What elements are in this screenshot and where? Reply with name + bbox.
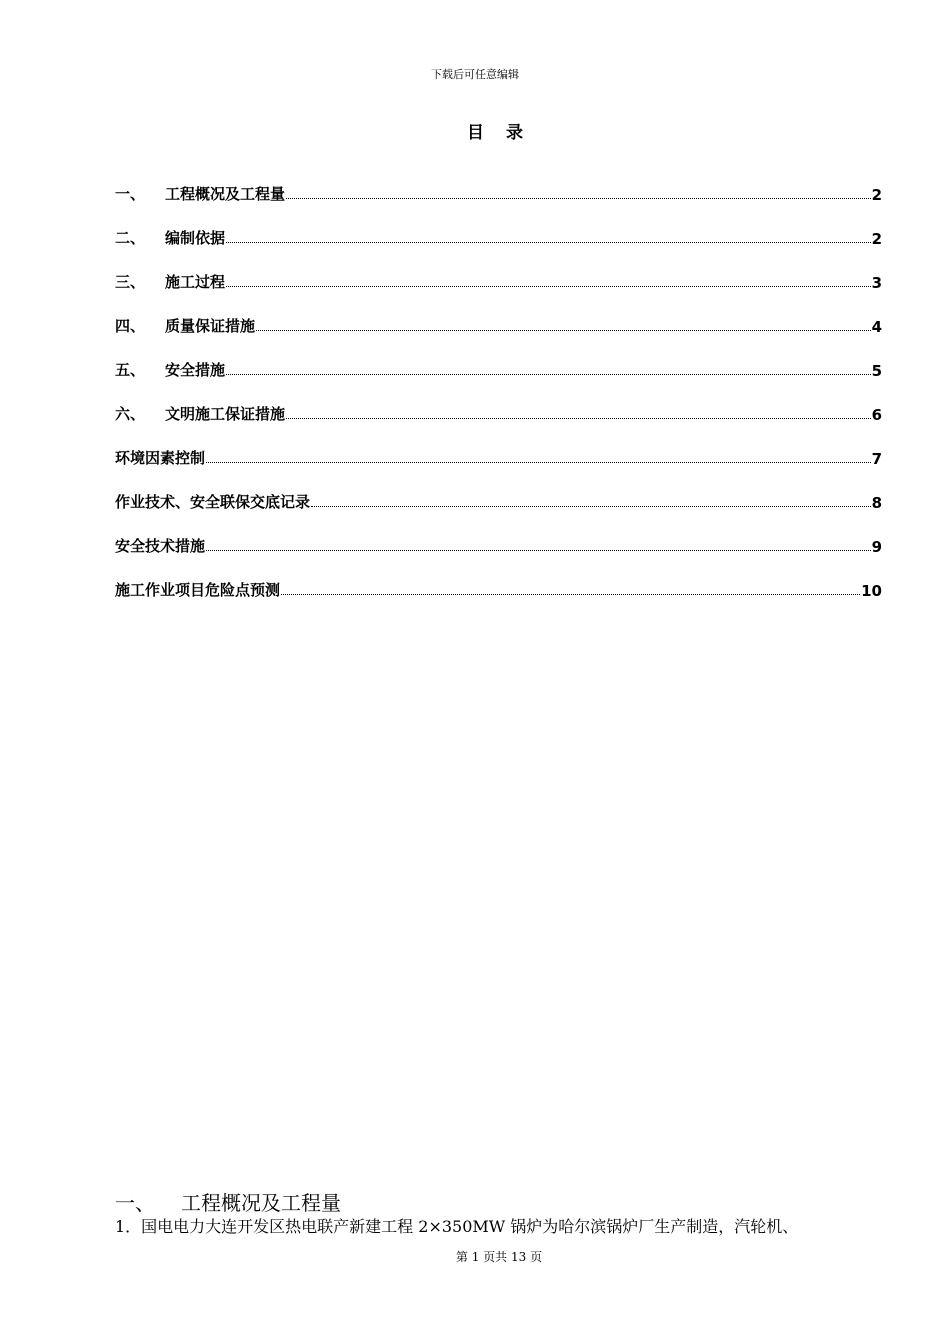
section-title: 工程概况及工程量 bbox=[181, 1191, 341, 1215]
toc-title: 目 录 bbox=[467, 123, 531, 143]
toc-entry-number: 六、 bbox=[115, 405, 146, 423]
toc-entry-page: 4 bbox=[871, 318, 882, 336]
toc-entry-number: 二、 bbox=[115, 229, 146, 247]
toc-leader-dots bbox=[286, 197, 871, 199]
toc-entry-page: 3 bbox=[871, 274, 882, 292]
toc-entry-label: 文明施工保证措施 bbox=[165, 405, 286, 423]
page-footer: 第 1 页共 13 页 bbox=[455, 1250, 543, 1264]
toc-entry-10[interactable] bbox=[115, 556, 882, 600]
toc-leader-dots bbox=[286, 417, 871, 419]
toc-entry-page: 2 bbox=[871, 186, 882, 204]
toc-entry-label: 环境因素控制 bbox=[115, 449, 206, 467]
toc-entry-label: 施工过程 bbox=[165, 273, 226, 291]
toc-leader-dots bbox=[281, 593, 860, 595]
toc-entry-label: 安全技术措施 bbox=[115, 537, 206, 555]
toc-entry-number: 五、 bbox=[115, 361, 146, 379]
toc-entry-page: 5 bbox=[871, 362, 882, 380]
toc-entry-page: 10 bbox=[861, 582, 882, 600]
toc-entry-page: 8 bbox=[871, 494, 882, 512]
toc-entry-4[interactable] bbox=[115, 292, 882, 336]
toc-leader-dots bbox=[256, 329, 871, 331]
toc-entry-1[interactable] bbox=[115, 160, 882, 204]
page-header: 下载后可任意编辑 bbox=[431, 68, 519, 81]
toc-entry-3[interactable] bbox=[115, 248, 882, 292]
toc-entry-label: 施工作业项目危险点预测 bbox=[115, 581, 281, 599]
toc-entry-8[interactable] bbox=[115, 468, 882, 512]
toc-entry-2[interactable] bbox=[115, 204, 882, 248]
toc-entry-6[interactable] bbox=[115, 380, 882, 424]
section-heading bbox=[115, 1187, 341, 1216]
toc-entry-label: 工程概况及工程量 bbox=[165, 185, 286, 203]
toc-entry-number: 三、 bbox=[115, 273, 146, 291]
toc-entry-page: 6 bbox=[871, 406, 882, 424]
toc-leader-dots bbox=[226, 285, 871, 287]
toc-leader-dots bbox=[206, 461, 871, 463]
body-paragraph: 1．国电电力大连开发区热电联产新建工程 2×350MW 锅炉为哈尔滨锅炉厂生产制造，汽轮机、 bbox=[115, 1217, 799, 1236]
toc-entry-label: 安全措施 bbox=[165, 361, 226, 379]
section-number: 一、 bbox=[115, 1191, 155, 1215]
toc-leader-dots bbox=[226, 373, 871, 375]
toc-entry-7[interactable] bbox=[115, 424, 882, 468]
toc-entry-number: 四、 bbox=[115, 317, 146, 335]
toc-leader-dots bbox=[226, 241, 871, 243]
toc-entry-page: 7 bbox=[871, 450, 882, 468]
table-of-contents bbox=[115, 160, 882, 600]
toc-entry-page: 2 bbox=[871, 230, 882, 248]
toc-entry-9[interactable] bbox=[115, 512, 882, 556]
toc-entry-5[interactable] bbox=[115, 336, 882, 380]
toc-entry-label: 编制依据 bbox=[165, 229, 226, 247]
toc-leader-dots bbox=[206, 549, 871, 551]
toc-entry-label: 质量保证措施 bbox=[165, 317, 256, 335]
toc-entry-label: 作业技术、安全联保交底记录 bbox=[115, 493, 311, 511]
toc-leader-dots bbox=[311, 505, 871, 507]
toc-entry-page: 9 bbox=[871, 538, 882, 556]
toc-entry-number: 一、 bbox=[115, 185, 146, 203]
